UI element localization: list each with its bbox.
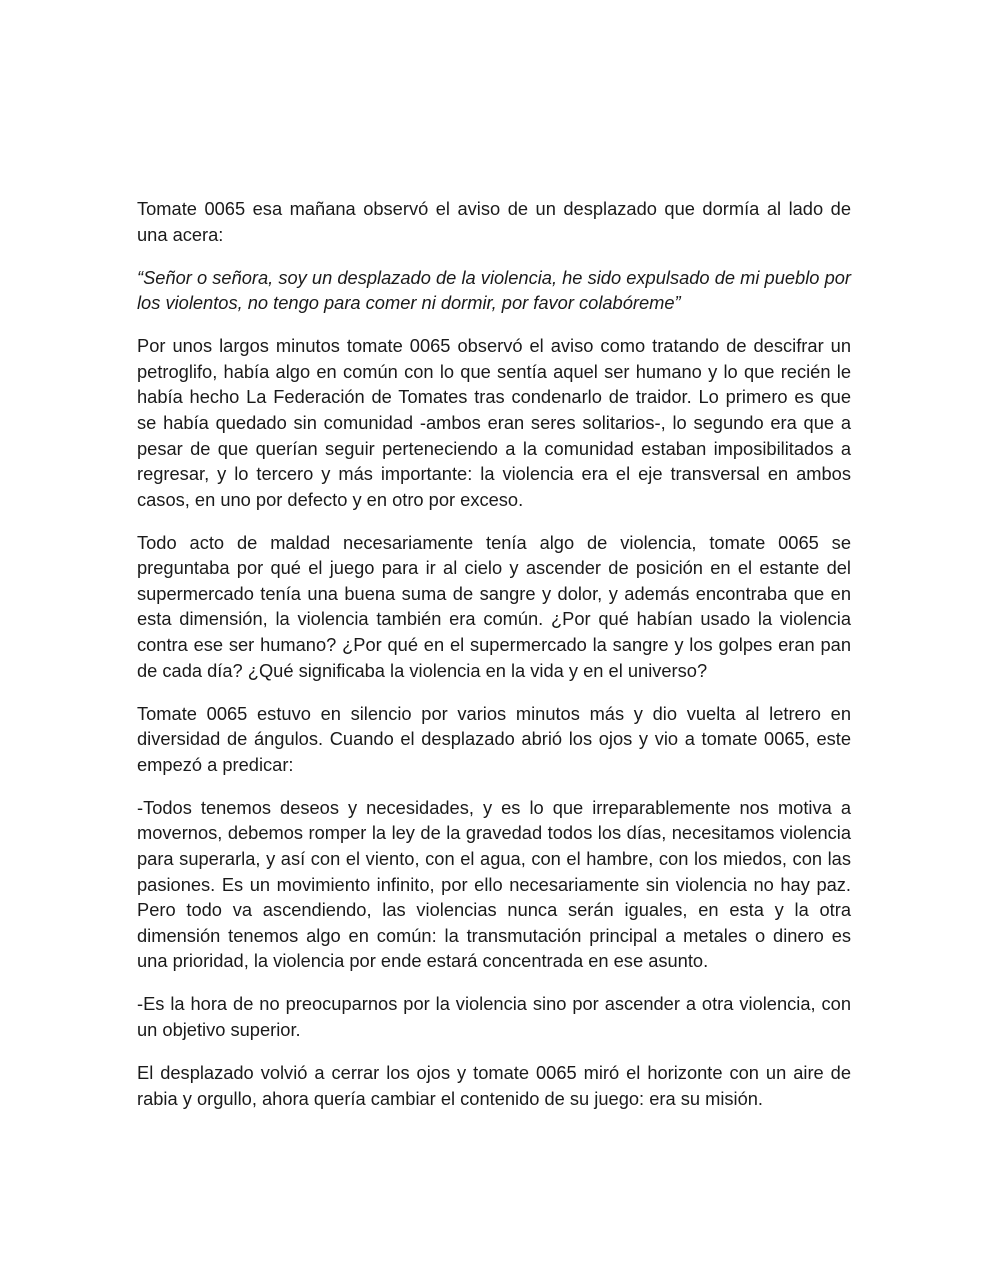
- paragraph-8: El desplazado volvió a cerrar los ojos y tomate 0065 miró el horizonte con un aire de rabia y orgullo, ahora quería cambiar el contenido de su juego: era su misión.: [137, 1061, 851, 1109]
- paragraph-4: Todo acto de maldad necesariamente tenía algo de violencia, tomate 0065 se preguntaba por qué el juego para ir al cielo y ascender de posición en el estante del supermercado tenía una buena suma de sangre y dolor, y además encontraba que en esta dimensión, la violencia también era común. ¿Por qué habían usado la violencia contra ese ser humano? ¿Por qué en el supermercado la sangre y los golpes eran pan de cada día? ¿Qué significaba la violencia en la vida y en el universo?: [137, 531, 851, 681]
- paragraph-3: Por unos largos minutos tomate 0065 observó el aviso como tratando de descifrar un petroglifo, había algo en común con lo que sentía aquel ser humano y lo que recién le había hecho La Federación de Tomates tras condenarlo de traidor. Lo primero es que se había quedado sin comunidad -ambos eran seres solitarios-, lo segundo era que a pesar de que querían seguir perteneciendo a la comunidad estaban imposibilitados a regresar, y lo tercero y más importante: la violencia era el eje transversal en ambos casos, en uno por defecto y en otro por exceso.: [137, 335, 851, 510]
- paragraph-7: -Es la hora de no preocuparnos por la violencia sino por ascender a otra violencia, con un objetivo superior.: [137, 993, 851, 1040]
- paragraph-quote-sign: “Señor o señora, soy un desplazado de la violencia, he sido expulsado de mi pueblo por los violentos, no tengo para comer ni dormir, por favor colabóreme”: [137, 266, 851, 314]
- paragraph-6: -Todos tenemos deseos y necesidades, y es lo que irreparablemente nos motiva a movernos, debemos romper la ley de la gravedad todos los días, necesitamos violencia para superarla, y así con el viento, con el agua, con el hambre, con los miedos, con las pasiones. Es un movimiento infinito, por ello necesariamente sin violencia no hay paz. Pero todo va ascendiendo, las violencias nunca serán iguales, en esta y la otra dimensión tenemos algo en común: la transmutación principal a metales o dinero es una prioridad, la violencia por ende estará concentrada en ese asunto.: [137, 796, 851, 972]
- paragraph-1: Tomate 0065 esa mañana observó el aviso de un desplazado que dormía al lado de una acera:: [137, 198, 851, 245]
- paragraph-5: Tomate 0065 estuvo en silencio por varios minutos más y dio vuelta al letrero en diversidad de ángulos. Cuando el desplazado abrió los ojos y vio a tomate 0065, este empezó a predicar:: [137, 702, 851, 775]
- document-body: [137, 196, 851, 1129]
